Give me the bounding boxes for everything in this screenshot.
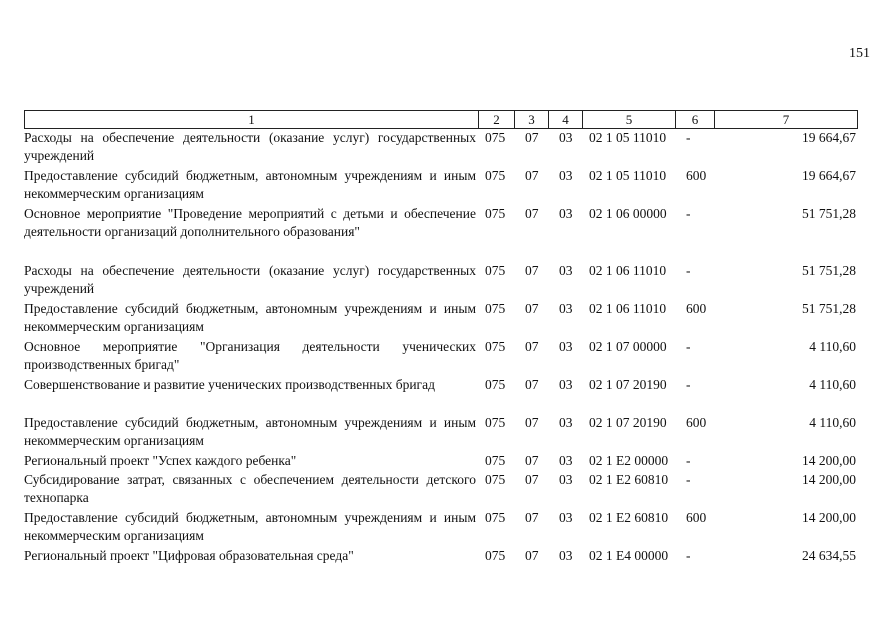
row-col-6: - <box>686 548 691 563</box>
row-col-3: 07 <box>525 377 539 392</box>
row-col-6: - <box>686 206 691 221</box>
row-amount: 51 751,28 <box>802 206 856 221</box>
table-row <box>24 414 864 452</box>
row-col-2: 075 <box>485 263 506 278</box>
row-col-4: 03 <box>559 415 573 430</box>
row-description: Субсидирование затрат, связанных с обеспечением деятельности детского технопарка <box>24 472 476 505</box>
row-description: Предоставление субсидий бюджетным, автономным учреждениям и иным некоммерческим организациям <box>24 415 476 448</box>
header-col-4: 4 <box>549 111 583 129</box>
row-col-6: 600 <box>686 168 707 183</box>
table-row <box>24 129 864 167</box>
row-description: Основное мероприятие "Организация деятельности ученических производственных бригад" <box>24 339 476 372</box>
row-col-4: 03 <box>559 168 573 183</box>
header-col-2: 2 <box>479 111 515 129</box>
row-col-6: - <box>686 377 691 392</box>
row-amount: 4 110,60 <box>809 415 856 430</box>
table-row <box>24 338 864 376</box>
row-col-5: 02 1 06 11010 <box>589 263 667 278</box>
row-amount: 51 751,28 <box>802 301 856 316</box>
row-amount: 14 200,00 <box>802 472 856 487</box>
row-amount: 4 110,60 <box>809 339 856 354</box>
row-col-3: 07 <box>525 472 539 487</box>
row-amount: 4 110,60 <box>809 377 856 392</box>
row-col-6: 600 <box>686 301 707 316</box>
row-description: Предоставление субсидий бюджетным, автономным учреждениям и иным некоммерческим организациям <box>24 301 476 334</box>
row-col-4: 03 <box>559 453 573 468</box>
row-col-5: 02 1 07 00000 <box>589 339 667 354</box>
row-col-3: 07 <box>525 301 539 316</box>
row-col-3: 07 <box>525 130 539 145</box>
row-col-4: 03 <box>559 206 573 221</box>
row-col-5: 02 1 E2 60810 <box>589 510 669 525</box>
table-row <box>24 376 864 414</box>
row-col-5: 02 1 E4 00000 <box>589 548 669 563</box>
row-description: Расходы на обеспечение деятельности (оказание услуг) государственных учреждений <box>24 263 476 296</box>
row-col-2: 075 <box>485 339 506 354</box>
table-row <box>24 547 864 566</box>
row-col-4: 03 <box>559 130 573 145</box>
row-description: Предоставление субсидий бюджетным, автономным учреждениям и иным некоммерческим организациям <box>24 510 476 543</box>
row-amount: 19 664,67 <box>802 168 856 183</box>
table-row <box>24 471 864 509</box>
row-col-3: 07 <box>525 339 539 354</box>
header-col-1: 1 <box>25 111 479 129</box>
row-description: Совершенствование и развитие ученических производственных бригад <box>24 377 435 392</box>
row-col-2: 075 <box>485 130 506 145</box>
row-col-5: 02 1 05 11010 <box>589 168 667 183</box>
row-col-4: 03 <box>559 548 573 563</box>
row-amount: 24 634,55 <box>802 548 856 563</box>
row-col-2: 075 <box>485 415 506 430</box>
row-col-2: 075 <box>485 168 506 183</box>
row-col-6: - <box>686 339 691 354</box>
row-col-4: 03 <box>559 301 573 316</box>
table-row <box>24 205 864 262</box>
row-col-5: 02 1 07 20190 <box>589 377 667 392</box>
row-col-4: 03 <box>559 377 573 392</box>
table-row <box>24 452 864 471</box>
row-col-4: 03 <box>559 510 573 525</box>
row-col-6: 600 <box>686 510 707 525</box>
table-row <box>24 509 864 547</box>
row-col-3: 07 <box>525 168 539 183</box>
row-col-6: - <box>686 453 691 468</box>
row-amount: 14 200,00 <box>802 453 856 468</box>
page-number: 151 <box>849 46 870 61</box>
row-col-5: 02 1 05 11010 <box>589 130 667 145</box>
row-col-2: 075 <box>485 301 506 316</box>
row-col-6: 600 <box>686 415 707 430</box>
row-col-5: 02 1 07 20190 <box>589 415 667 430</box>
row-col-3: 07 <box>525 453 539 468</box>
row-col-2: 075 <box>485 377 506 392</box>
row-col-4: 03 <box>559 263 573 278</box>
row-col-5: 02 1 06 11010 <box>589 301 667 316</box>
header-col-3: 3 <box>515 111 549 129</box>
row-col-3: 07 <box>525 548 539 563</box>
row-amount: 19 664,67 <box>802 130 856 145</box>
row-col-3: 07 <box>525 510 539 525</box>
header-col-7: 7 <box>715 111 858 129</box>
row-col-2: 075 <box>485 472 506 487</box>
table-row <box>24 167 864 205</box>
row-col-2: 075 <box>485 453 506 468</box>
row-description: Региональный проект "Цифровая образовательная среда" <box>24 548 354 563</box>
row-description: Предоставление субсидий бюджетным, автономным учреждениям и иным некоммерческим организациям <box>24 168 476 201</box>
table-row <box>24 300 864 338</box>
row-col-6: - <box>686 472 691 487</box>
row-col-4: 03 <box>559 472 573 487</box>
row-col-6: - <box>686 263 691 278</box>
row-description: Расходы на обеспечение деятельности (оказание услуг) государственных учреждений <box>24 130 476 163</box>
row-description: Региональный проект "Успех каждого ребенка" <box>24 453 297 468</box>
row-col-3: 07 <box>525 263 539 278</box>
row-col-2: 075 <box>485 548 506 563</box>
row-col-2: 075 <box>485 510 506 525</box>
row-description: Основное мероприятие "Проведение мероприятий с детьми и обеспечение деятельности организаций дополнительного образования" <box>24 206 476 239</box>
header-col-5: 5 <box>583 111 676 129</box>
table-body <box>24 129 864 566</box>
row-col-3: 07 <box>525 415 539 430</box>
row-amount: 51 751,28 <box>802 263 856 278</box>
header-col-6: 6 <box>676 111 715 129</box>
row-col-5: 02 1 06 00000 <box>589 206 667 221</box>
table-header <box>24 110 858 129</box>
row-col-2: 075 <box>485 206 506 221</box>
row-col-6: - <box>686 130 691 145</box>
table-row <box>24 262 864 300</box>
row-col-4: 03 <box>559 339 573 354</box>
row-col-3: 07 <box>525 206 539 221</box>
row-col-5: 02 1 E2 60810 <box>589 472 669 487</box>
row-col-5: 02 1 E2 00000 <box>589 453 669 468</box>
row-amount: 14 200,00 <box>802 510 856 525</box>
